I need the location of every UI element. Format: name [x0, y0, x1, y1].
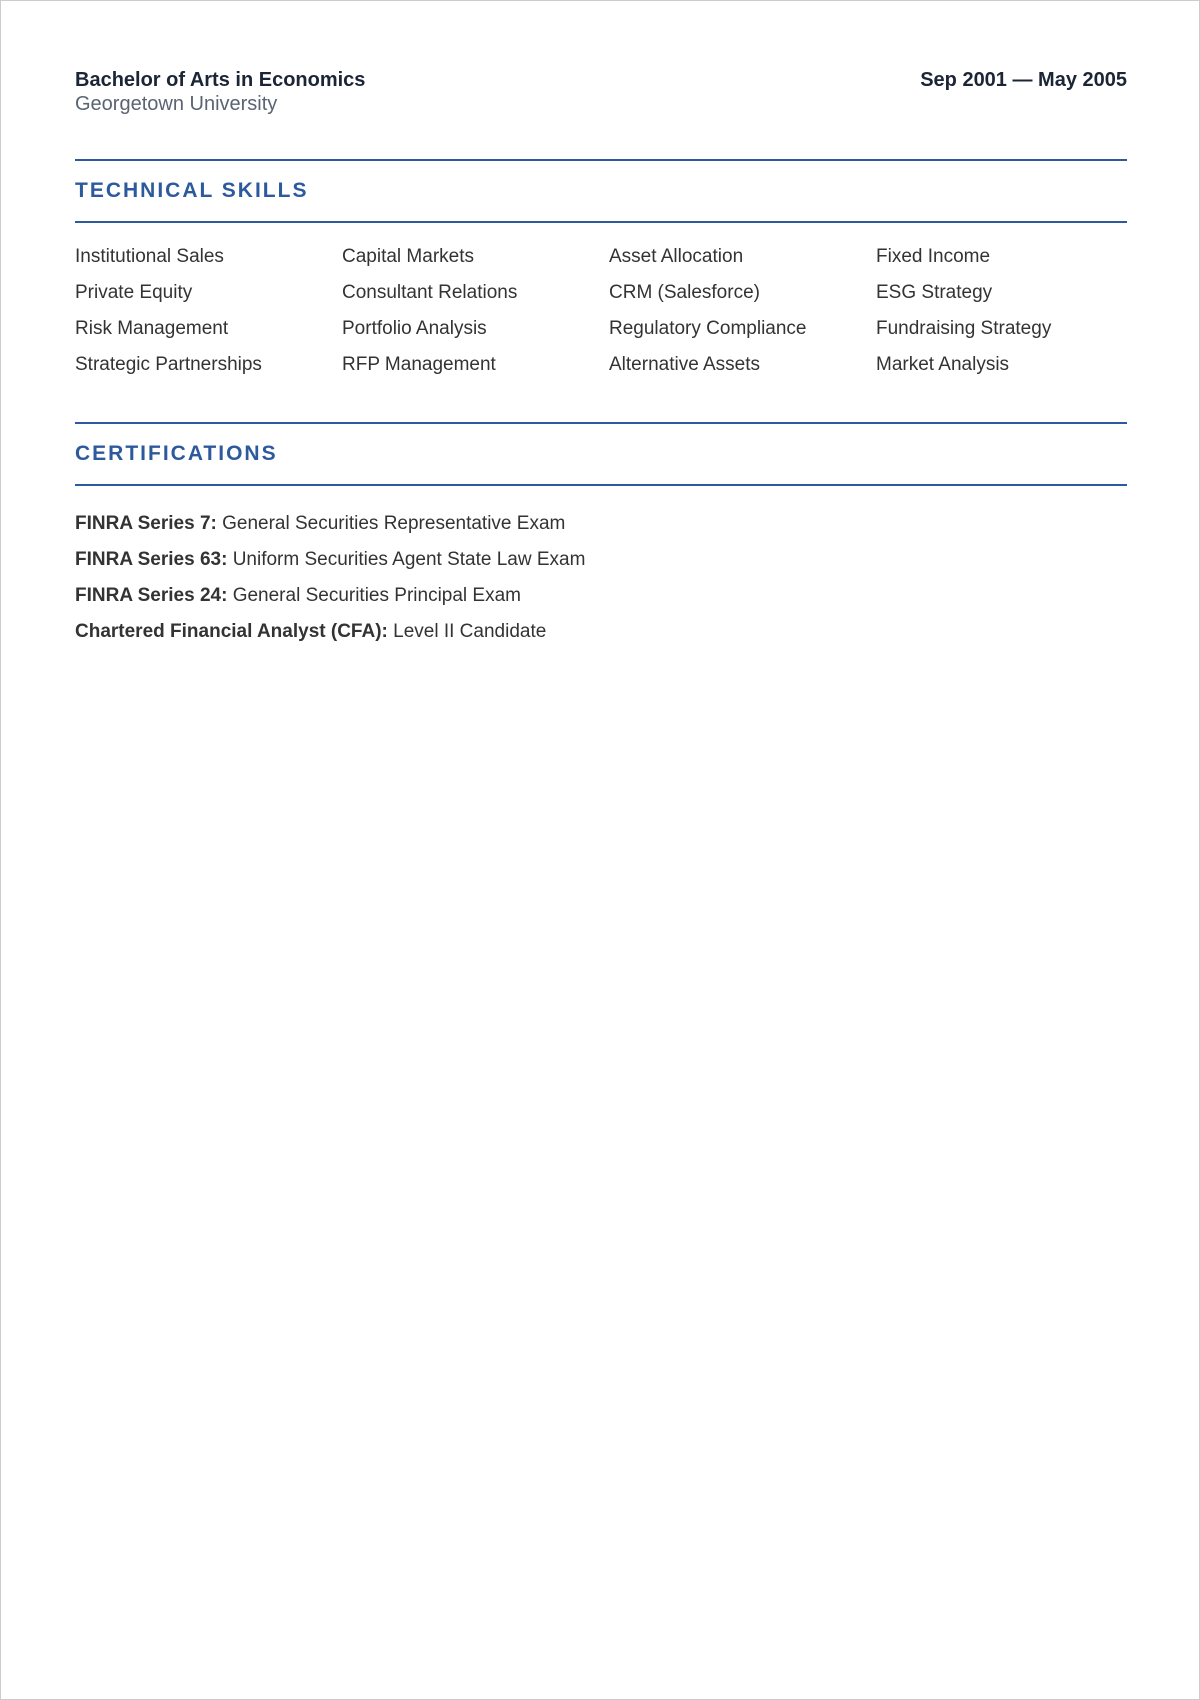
- school-name: Georgetown University: [75, 93, 278, 115]
- skill-item: Institutional Sales: [75, 246, 224, 267]
- skill-item: Fundraising Strategy: [876, 318, 1052, 339]
- certification-detail: General Securities Principal Exam: [232, 585, 521, 606]
- certification-detail: General Securities Representative Exam: [222, 513, 566, 534]
- skill-item: Alternative Assets: [609, 354, 761, 375]
- skill-item: Asset Allocation: [609, 246, 744, 267]
- certification-name: FINRA Series 63:: [75, 549, 228, 570]
- skill-item: Private Equity: [75, 282, 193, 303]
- skill-item: Market Analysis: [876, 354, 1010, 375]
- degree-title: Bachelor of Arts in Economics: [75, 69, 366, 91]
- technical-skills-heading: TECHNICAL SKILLS: [75, 179, 309, 202]
- skills-grid: [75, 245, 1127, 389]
- certification-name: Chartered Financial Analyst (CFA):: [75, 621, 388, 642]
- skill-item: Risk Management: [75, 318, 229, 339]
- certification-detail: Uniform Securities Agent State Law Exam: [232, 549, 586, 570]
- skill-item: Strategic Partnerships: [75, 354, 262, 375]
- skill-item: Consultant Relations: [342, 282, 518, 303]
- certification-name: FINRA Series 7:: [75, 513, 217, 534]
- certification-item: [75, 620, 1127, 656]
- certifications-list: [75, 512, 1127, 656]
- education-dates: Sep 2001 — May 2005: [920, 69, 1127, 91]
- certifications-heading: CERTIFICATIONS: [75, 442, 278, 465]
- education-entry: [75, 69, 1127, 119]
- skill-item: Capital Markets: [342, 246, 474, 267]
- section-divider-top: [75, 422, 1127, 424]
- certification-item: [75, 584, 1127, 620]
- skill-item: CRM (Salesforce): [609, 282, 760, 303]
- certification-item: [75, 548, 1127, 584]
- section-divider-bottom: [75, 221, 1127, 223]
- certification-name: FINRA Series 24:: [75, 585, 228, 606]
- certification-item: [75, 512, 1127, 548]
- skill-item: ESG Strategy: [876, 282, 993, 303]
- skill-item: RFP Management: [342, 354, 496, 375]
- skill-item: Fixed Income: [876, 246, 991, 267]
- skill-item: Regulatory Compliance: [609, 318, 807, 339]
- section-divider-bottom: [75, 484, 1127, 486]
- skill-item: Portfolio Analysis: [342, 318, 487, 339]
- section-divider-top: [75, 159, 1127, 161]
- certification-detail: Level II Candidate: [393, 621, 547, 642]
